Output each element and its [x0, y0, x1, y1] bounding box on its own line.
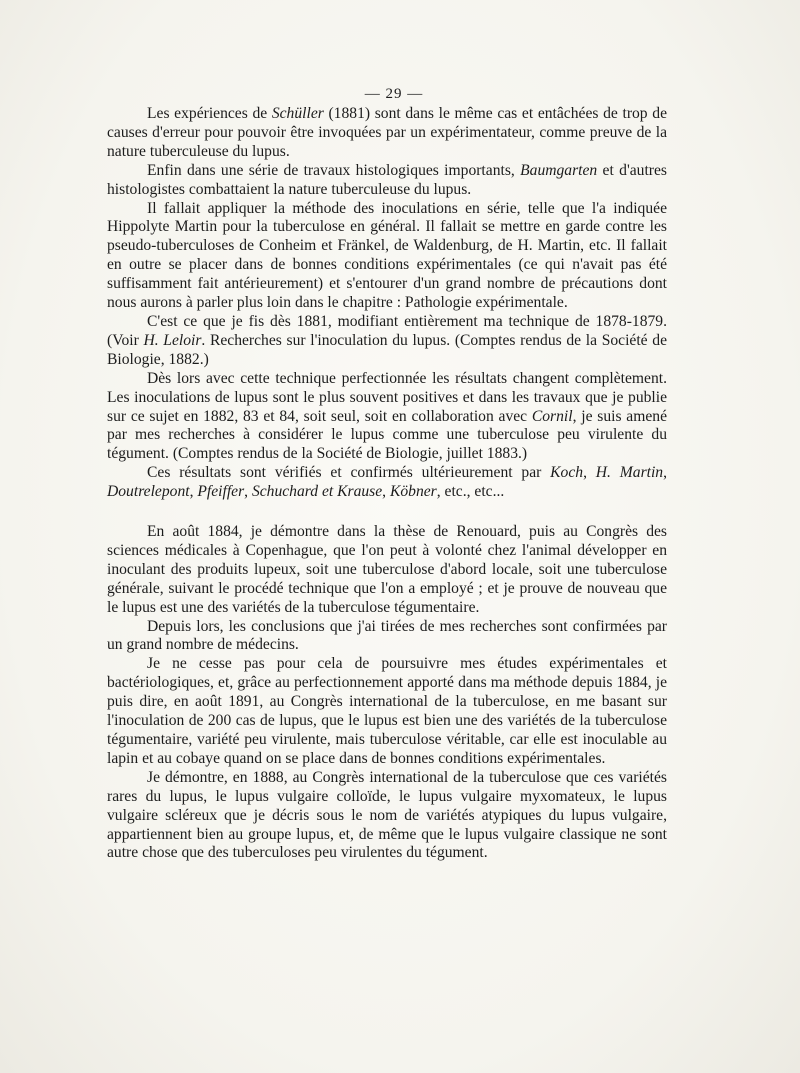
- text-run: C'est ce que je fis dès 1881, modifiant entièrement ma technique de 1878-1879. (Voir: [107, 312, 667, 349]
- text-run: ,: [382, 483, 390, 501]
- text-run: et d'autres histologistes combattaient la nature tuberculeuse du lupus.: [107, 161, 667, 198]
- text-run: (1881) sont dans le même cas et entâchées de trop de causes d'erreur pour pouvoir être invoquées par un expérimentateur, comme preuve de la nature tuberculeuse du lupus.: [107, 105, 667, 160]
- text-run: En août 1884, je démontre dans la thèse de Renouard, puis au Congrès des sciences médicales à Copenhague, que l'on peut à volonté chez l'animal développer en inoculant des produits lupeux, soit une tuberculose d'abord locale, soit une tuberculose générale, suivant le procédé technique que l'on a employé ; et je prouve de nouveau que le lupus est une des variétés de la tuberculose tégumentaire.: [107, 523, 667, 616]
- text-run: , etc., etc...: [436, 483, 505, 501]
- text-run: ,: [189, 483, 198, 501]
- cited-name: H. Leloir: [143, 331, 202, 349]
- text-run: ,: [583, 464, 596, 482]
- paragraph: [107, 200, 667, 313]
- text-run: Je démontre, en 1888, au Congrès international de la tuberculose que ces variétés rares du lupus, le lupus vulgaire colloïde, le lupus vulgaire myxomateux, le lupus vulgaire scléreux que je décris sous le nom de variétés atypiques du lupus vulgaire, appartiennent bien au groupe lupus, et, de même que le lupus vulgaire classique ne sont autre chose que des tuberculoses peu virulentes du tégument.: [107, 768, 667, 862]
- cited-name: Schuchard et Krause: [251, 483, 383, 501]
- cited-name: Baumgarten: [520, 161, 598, 179]
- paragraph: [107, 162, 667, 200]
- cited-name: Doutrelepont: [107, 483, 190, 501]
- body-text: [107, 105, 667, 863]
- text-run: Je ne cesse pas pour cela de poursuivre mes études expérimentales et bactériologiques, et, grâce au perfectionnement apporté dans ma méthode depuis 1884, je puis dire, en août 1891, au Congrès international de la tuberculose, en me basant sur l'inoculation de 200 cas de lupus, que le lupus est bien une des variétés de la tuberculose tégumentaire, variété peu virulente, mais tuberculose véritable, car elle est inoculable au lapin et au cobaye quand on se place dans de bonnes conditions expérimentales.: [107, 655, 667, 767]
- paragraph: [107, 655, 667, 768]
- text-run: ,: [244, 483, 252, 501]
- cited-name: Cornil: [531, 407, 573, 425]
- cited-name: Pfeiffer: [197, 483, 245, 501]
- text-run: Dès lors avec cette technique perfectionnée les résultats changent complètement. Les inoculations de lupus sont le plus souvent positives et dans les travaux que je publie sur ce sujet en 1882, 83 et 84, soit seul, soit en collaboration avec: [107, 369, 667, 425]
- text-run: Il fallait appliquer la méthode des inoculations en série, telle que l'a indiquée Hippolyte Martin pour la tuberculose en général. Il fallait se mettre en garde contre les pseudo-tuberculoses de Conheim et Fränkel, de Waldenburg, de H. Martin, etc. Il fallait en outre se placer dans de bonnes conditions expérimentales (ce qui n'avait pas été suffisamment fait antérieurement) et s'entourer d'un grand nombre de précautions dont nous aurons à parler plus loin dans le chapitre : Pathologie expérimentale.: [107, 199, 667, 312]
- paragraph: [107, 370, 667, 465]
- cited-name: Schüller: [271, 105, 324, 122]
- text-run: Ces résultats sont vérifiés et confirmés ultérieurement par: [147, 464, 551, 482]
- text-run: . Recherches sur l'inoculation du lupus. (Comptes rendus de la Société de Biologie, 1882.): [107, 331, 667, 368]
- text-run: Depuis lors, les conclusions que j'ai tirées de mes recherches sont confirmées par un grand nombre de médecins.: [107, 617, 667, 654]
- paragraph: [107, 618, 667, 656]
- paragraph: [107, 523, 667, 618]
- text-run: Enfin dans une série de travaux histologiques importants,: [147, 161, 521, 179]
- paragraph: [107, 769, 667, 864]
- paragraph: [107, 464, 667, 502]
- page-number: — 29 —: [364, 86, 424, 102]
- text-run: ,: [663, 464, 668, 482]
- cited-name: H. Martin: [595, 464, 664, 482]
- paragraph: [107, 105, 667, 162]
- paragraph: [107, 313, 667, 370]
- text-run: Les expériences de: [147, 105, 272, 122]
- cited-name: Koch: [550, 464, 584, 482]
- cited-name: Köbner: [389, 483, 437, 501]
- text-run: , je suis amené par mes recherches à considérer le lupus comme une tuberculose peu virulente du tégument. (Comptes rendus de la Société de Biologie, juillet 1883.): [107, 407, 668, 463]
